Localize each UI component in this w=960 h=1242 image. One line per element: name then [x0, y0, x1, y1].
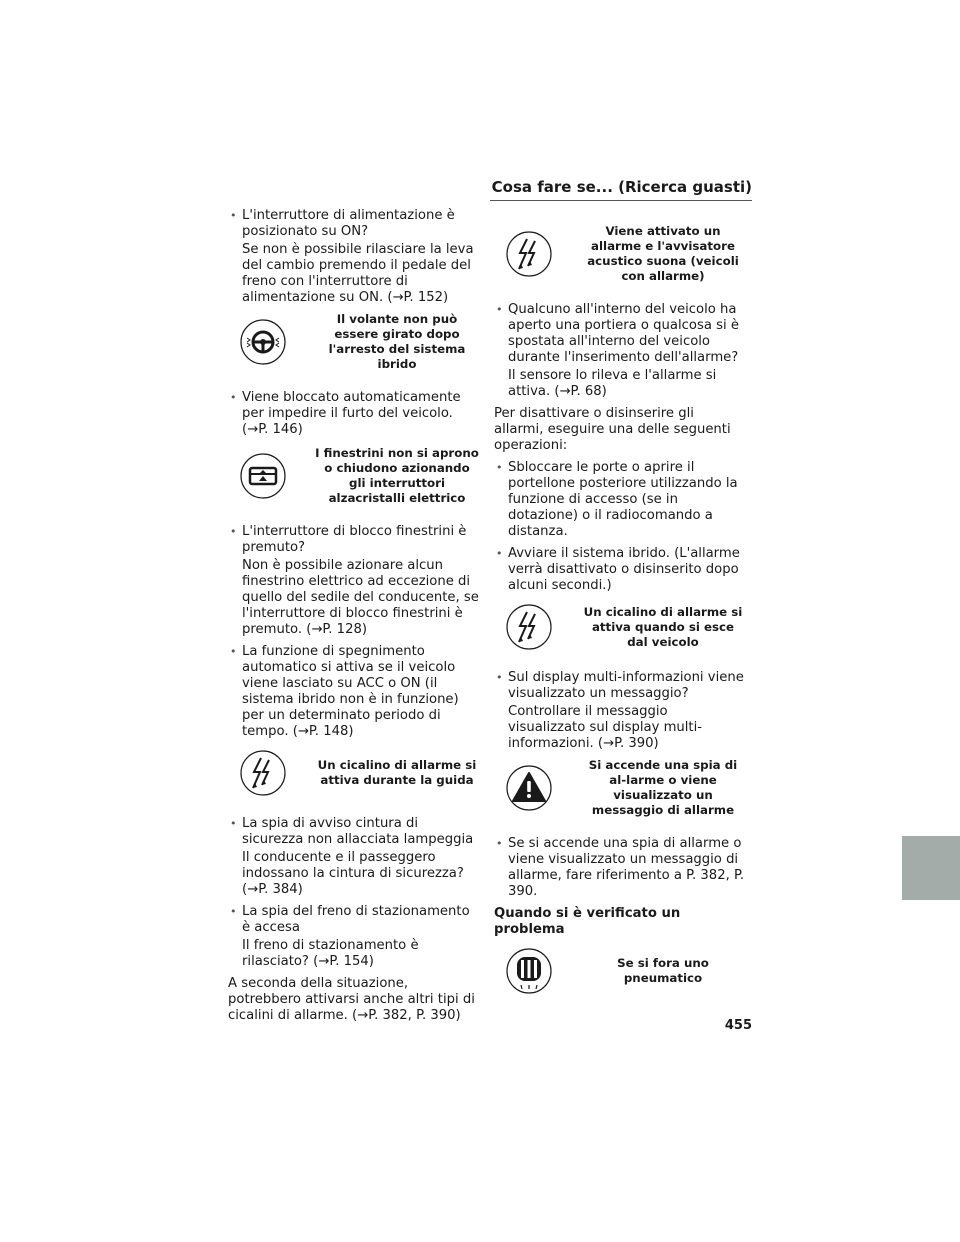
warning-caption: Se si fora uno pneumatico [617, 956, 709, 985]
left-column [228, 208, 480, 1030]
bullet-power-switch-detail: Se non è possibile rilasciare la leva del cambio premendo il pedale del freno con l'interruttore di alimentazione su ON. (→P. 152) [242, 242, 474, 305]
window-icon [238, 451, 288, 501]
closing-paragraph: A seconda della situazione, potrebbero attivarsi anche altri tipi di cicalini di allarme. (→P. 382, P. 390) [228, 976, 475, 1023]
chime-icon [238, 748, 288, 798]
chime-icon [504, 602, 554, 652]
warning-caption: Il volante non può essere girato dopo l'arresto del sistema ibrido [328, 312, 466, 371]
bullet-anti-theft: • Viene bloccato automaticamente per impedire il furto del veicolo. (→P. 146) [228, 390, 480, 438]
page-number: 455 [724, 1018, 752, 1033]
section-heading: Quando si è verificato un problema [494, 906, 681, 937]
warning-caption: Un cicalino di allarme si attiva quando si esce dal veicolo [583, 604, 743, 649]
bullet-parking-brake: • La spia del freno di stazionamento è accesa [228, 904, 480, 936]
header-rule [490, 200, 752, 201]
warning-windows [238, 446, 480, 506]
bullet-start-hybrid: • Avviare il sistema ibrido. (L'allarme verrà disattivato o disinserito dopo alcuni secondi.) [494, 546, 746, 594]
chapter-side-tab [902, 836, 960, 900]
page-header-title: Cosa fare se... (Ricerca guasti) [491, 178, 752, 196]
bullet-unlock-doors: • Sbloccare le porte o aprire il portellone posteriore utilizzando la funzione di accesso (se in dotazione) o il radiocomando a distanza. [494, 460, 746, 540]
warning-caption: Un cicalino di allarme si attiva durante la guida [317, 758, 477, 787]
bullet-door-opened: • Qualcuno all'interno del veicolo ha aperto una portiera o qualcosa si è spostata all'interno del veicolo durante l'inserimento dell'allarme? [494, 302, 746, 366]
warning-steering-locked [238, 312, 480, 372]
alarm-disable-intro: Per disattivare o disinserire gli allarmi, eseguire una delle seguenti operazioni: [494, 406, 731, 453]
chime-icon [504, 229, 554, 279]
bullet-door-opened-detail: Il sensore lo rileva e l'allarme si attiva. (→P. 68) [508, 368, 717, 399]
bullet-power-switch: • L'interruttore di alimentazione è posizionato su ON? [228, 208, 480, 240]
warning-caption: Si accende una spia di al-larme o viene visualizzato un messaggio di allarme [588, 758, 738, 817]
warning-flat-tire [504, 946, 746, 996]
bullet-seatbelt-detail: Il conducente e il passeggero indossano la cintura di sicurezza? (→P. 384) [242, 850, 464, 897]
bullet-mid-message: • Sul display multi-informazioni viene visualizzato un messaggio? [494, 670, 746, 702]
warning-caption: I finestrini non si aprono o chiudono azionando gli interruttori alzacristalli elettrico [315, 446, 479, 505]
bullet-parking-brake-detail: Il freno di stazionamento è rilasciato? (→P. 154) [242, 938, 419, 969]
warning-chime-driving [238, 748, 480, 798]
tire-icon [504, 946, 554, 996]
warning-caption: Viene attivato un allarme e l'avvisatore acustico suona (veicoli con allarme) [587, 224, 739, 283]
bullet-warning-reference: • Se si accende una spia di allarme o viene visualizzato un messaggio di allarme, fare riferimento a P. 382, P. 390. [494, 836, 746, 900]
warning-triangle-icon [504, 763, 554, 813]
bullet-window-lock-detail: Non è possibile azionare alcun finestrino elettrico ad eccezione di quello del sedile del conducente, se l'interruttore di blocco finestrini è premuto. (→P. 128) [242, 558, 479, 637]
bullet-window-lock: • L'interruttore di blocco finestrini è premuto? [228, 524, 480, 556]
bullet-auto-power-off: • La funzione di spegnimento automatico si attiva se il veicolo viene lasciato su ACC o ON (il sistema ibrido non è in funzione) per un determinato periodo di tempo. (→P. 148) [228, 644, 480, 740]
bullet-seatbelt: • La spia di avviso cintura di sicurezza non allacciata lampeggia [228, 816, 480, 848]
right-column [494, 208, 746, 1014]
warning-light-message [504, 758, 746, 818]
bullet-mid-message-detail: Controllare il messaggio visualizzato sul display multi-informazioni. (→P. 390) [508, 704, 703, 751]
warning-chime-exit [504, 602, 746, 652]
warning-alarm [504, 224, 746, 284]
steering-lock-icon [238, 317, 288, 367]
